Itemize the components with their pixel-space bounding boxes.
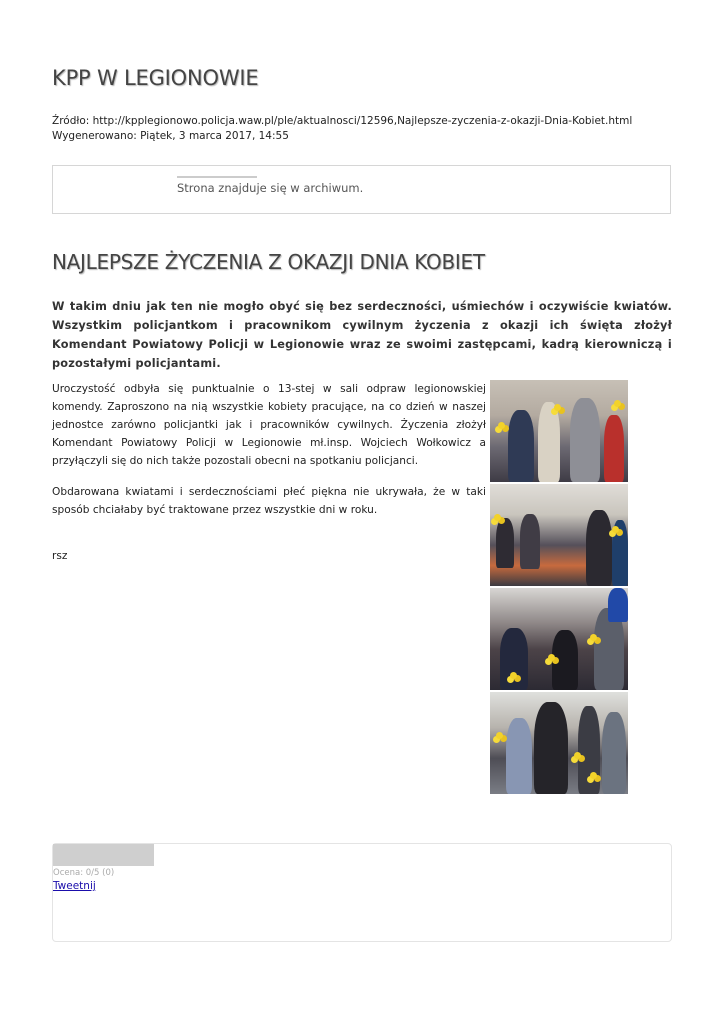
rating-box — [52, 843, 672, 942]
tweet-link[interactable]: Tweetnij — [53, 880, 96, 892]
gallery-photo[interactable] — [490, 380, 628, 482]
document-meta — [52, 114, 632, 144]
archive-notice: Strona znajduje się w archiwum. — [177, 181, 364, 195]
gallery-photo[interactable] — [490, 692, 628, 794]
article-paragraph: Obdarowana kwiatami i serdecznościami płeć piękna nie ukrywała, że w taki sposób chciałaby być traktowane przez wszystkie dni w roku. — [52, 486, 486, 516]
archive-notice-box — [52, 165, 671, 214]
rating-label: Ocena: 0/5 (0) — [53, 868, 115, 878]
rating-stars-bar[interactable] — [53, 844, 154, 866]
site-title: KPP W LEGIONOWIE — [52, 66, 259, 90]
article-body — [52, 380, 486, 532]
article-signature: rsz — [52, 550, 68, 562]
archive-notice-divider — [177, 176, 257, 178]
gallery-photo[interactable] — [490, 484, 628, 586]
generated-line: Wygenerowano: Piątek, 3 marca 2017, 14:55 — [52, 130, 289, 142]
article-paragraph: Uroczystość odbyła się punktualnie o 13-stej w sali odpraw legionowskiej komendy. Zaproszono na nią wszystkie kobiety pracujące, na co dzień w naszej jednostce zarówno policjantki jak i pracowników cywilnych. Życzenia złożył Komendant Powiatowy Policji w Legionowie mł.insp. Wojciech Wołkowicz a przyłączyli się do nich także pozostali obecni na spotkaniu policjanci. — [52, 383, 486, 467]
article-lead: W takim dniu jak ten nie mogło obyć się bez serdeczności, uśmiechów i oczywiście kwiatów. Wszystkim policjantkom i pracownikom cywilnym życzenia z okazji ich święta złożył Komendant Powiatowy Policji w Legionowie wraz ze swoimi zastępcami, kadrą kierowniczą i pozostałymi policjantami. — [52, 300, 672, 370]
source-line: Źródło: http://kpplegionowo.policja.waw.pl/ple/aktualnosci/12596,Najlepsze-zyczenia-z-okazji-Dnia-Kobiet.html — [52, 115, 633, 127]
photo-gallery — [490, 380, 628, 796]
gallery-photo[interactable] — [490, 588, 628, 690]
article-title: NAJLEPSZE ŻYCZENIA Z OKAZJI DNIA KOBIET — [52, 250, 485, 274]
